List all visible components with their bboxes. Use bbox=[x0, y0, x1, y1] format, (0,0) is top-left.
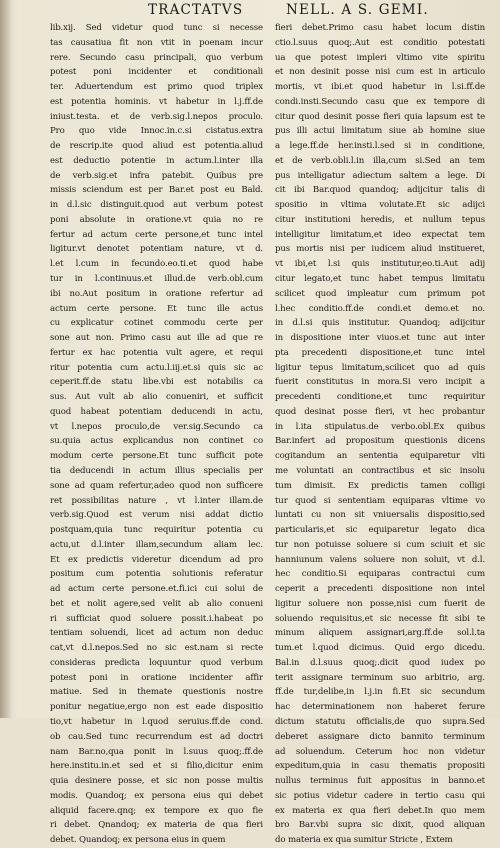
text-line: vt l.nepos proculo,de ver.sig.Secundo ca bbox=[50, 421, 263, 432]
text-line: matiue. Sed in themate questionis nostre bbox=[50, 687, 263, 698]
text-line: l.hec conditio.ff.de condi.et demo.et no. bbox=[275, 303, 485, 314]
text-line: missis sciendum est per Bar.et post eu Bald. bbox=[50, 185, 263, 196]
text-line: do materia ex qua sumitur Stricte , Extem bbox=[275, 835, 453, 846]
text-line: est potentia hominis. vt habetur in l.j.ff.de bbox=[50, 96, 263, 107]
text-line: hec conditio.Si equiparas contractui cum bbox=[275, 569, 485, 580]
text-line: est deductio potentie in actum.l.inter illa bbox=[50, 155, 263, 166]
text-line: et de verb.obli.l.in illa,cum si.Sed an tem bbox=[275, 155, 485, 166]
text-line: minum aliquem assignari,arg.ff.de sol.l.ta bbox=[275, 628, 485, 639]
text-line: ceperit a precedenti dispositione non intel bbox=[275, 584, 485, 595]
text-line: poni absolute in oratione.vt quia no re bbox=[50, 214, 263, 225]
text-line: modum certe persone.Et tunc sufficit pote bbox=[50, 451, 263, 462]
text-line: Bar.infert ad propositum questionis dicens bbox=[275, 436, 485, 447]
text-line: ritur potentia cum actu.l.iij.et.si quis sic ac bbox=[50, 362, 263, 373]
text-line: cogitandum an sententia equiparetur vlti bbox=[275, 451, 485, 462]
text-line: sone ad quam refertur,adeo quod non sufficere bbox=[50, 480, 263, 491]
text-line: ligitur tepus limitatum,scilicet quo ad quis bbox=[275, 362, 485, 373]
text-line: tio,vt habetur in l.quod seruius.ff.de cond. bbox=[50, 716, 263, 727]
text-line: modis. Quandoq; ex persona eius qui debet bbox=[50, 790, 263, 801]
text-line: quia desinere posse, et sic non posse multis bbox=[50, 776, 263, 787]
text-line: here.institu.in.et sed et si filio,dicitur enim bbox=[50, 761, 263, 772]
text-line: fertur ad actum certe persone,et tunc intel bbox=[50, 229, 263, 240]
text-line: pus illi actui limitatum siue ab homine siue bbox=[275, 126, 485, 137]
text-line: Bal.in d.l.suus quoq;.dicit quod iudex po bbox=[275, 657, 485, 668]
text-line: quod desinat posse fieri, vt hec probantur bbox=[275, 406, 485, 417]
text-column-right bbox=[275, 21, 485, 848]
text-line: precedenti conditione,et tunc requiritur bbox=[275, 392, 485, 403]
text-line: nam Bar.no,qua ponit in l.suus quoq;.ff.de bbox=[50, 746, 263, 757]
text-line: deberet assignare dicto bannito terminum bbox=[275, 731, 485, 742]
text-line: verb.sig.Quod est verum nisi addat dictio bbox=[50, 510, 263, 521]
text-line: ret possibilitas nature , vt l.inter illam.de bbox=[50, 495, 263, 506]
text-line: Pro quo vide Innoc.in.c.si cistatus.extra bbox=[50, 126, 263, 137]
text-line: ibi no.Aut positum in oratione refertur ad bbox=[50, 288, 263, 299]
text-line: bet et nolit agere,sed velit ab alio conueni bbox=[50, 598, 263, 609]
text-line: dictum statutu officialis,de quo supra.Sed bbox=[275, 716, 485, 727]
text-line: hac determinationem non haberet ferure bbox=[275, 702, 485, 713]
text-line: tur in l.continuus.et illud.de verb.obl.cum bbox=[50, 274, 263, 285]
text-line: positum cum potentia solutionis referatur bbox=[50, 569, 263, 580]
text-line: pus intelligatur adiectum saltem a lege. Di bbox=[275, 170, 485, 181]
text-line: a lege.ff.de her.insti.l.sed si in conditione, bbox=[275, 141, 485, 152]
page-gutter-shadow bbox=[0, 0, 12, 718]
text-line: ad actum certe persone.et.fi.ici cui solui de bbox=[50, 584, 263, 595]
text-line: nullus terminus fuit appositus in banno.et bbox=[275, 776, 485, 787]
text-line: me voluntati an contractibus et sic insolu bbox=[275, 465, 485, 476]
running-head bbox=[0, 2, 500, 18]
text-line: sone aut non. Primo casu aut ille ad que re bbox=[50, 333, 263, 344]
text-line: et non desinit posse nisi cum est in articulo bbox=[275, 67, 485, 78]
text-line: actum certe persone. Et tunc ille actus bbox=[50, 303, 263, 314]
text-line: soluendo requisitus,et sic necesse fit sibi te bbox=[275, 613, 485, 624]
text-line: postquam,quia tunc requiritur potentia cu bbox=[50, 525, 263, 536]
text-line: in dispositione inter viuos.et tunc aut inter bbox=[275, 333, 485, 344]
text-line: ligitur soluere non posse,nisi cum fuerit de bbox=[275, 598, 485, 609]
text-line: intelligitur limitatum,et ideo expectat tem bbox=[275, 229, 485, 240]
text-line: hanniunum valens soluere non soluit, vt d.l. bbox=[275, 554, 485, 565]
text-line: ex materia ex qua fieri debet.In quo mem bbox=[275, 805, 485, 816]
text-line: ceperit.ff.de statu libe.vbi est notabilis ca bbox=[50, 377, 263, 388]
text-line: fieri debet.Primo casu habet locum distin bbox=[275, 23, 485, 33]
text-line: sic potius videtur cadere in tertio casu qui bbox=[275, 790, 485, 801]
text-line: cit ibi Bar.quod quandoq; adijcitur talis di bbox=[275, 185, 485, 196]
text-line: condi.insti.Secundo casu que ex tempore di bbox=[275, 96, 485, 107]
text-line: ligitur.vt denotet potentiam nature, vt d. bbox=[50, 244, 263, 255]
text-line: mortis, vt ibi.et quod habetur in l.si.ff.de bbox=[275, 82, 485, 93]
text-line: ua que potest impleri vltimo vite spiritu bbox=[275, 52, 485, 63]
text-line: tia deducendi in actum illius specialis per bbox=[50, 465, 263, 476]
text-line: scilicet quod impleatur cum primum pot bbox=[275, 288, 485, 299]
text-line: iniust.testa. et de verb.sig.l.nepos proculo. bbox=[50, 111, 263, 122]
text-line: ter. Aduertendum est primo quod triplex bbox=[50, 82, 263, 93]
text-line: su.quia actus explicandus non continet co bbox=[50, 436, 263, 447]
text-line: de rescrip.ite quod aliud est potentia.aliud bbox=[50, 141, 263, 152]
text-line: ponitur negatiue,ergo non est eade dispositio bbox=[50, 702, 263, 713]
text-line: ctio.l.suus quoq;.Aut est conditio potestati bbox=[275, 37, 485, 48]
text-line: pta precedenti dispositione,et tunc intel bbox=[275, 347, 485, 358]
text-line: terit assignare terminum suo arbitrio, arg. bbox=[275, 672, 485, 683]
text-line: fertur ex hac potentia vult agere, et requi bbox=[50, 347, 263, 358]
text-line: cu explicatur cotinet commodu certe per bbox=[50, 318, 263, 329]
text-line: potest poni in oratione incidenter affir bbox=[50, 672, 263, 683]
text-line: actu,ut d.l.inter illam,secundum aliam lec. bbox=[50, 539, 263, 550]
text-line: aliquid facere.qnq; ex tempore ex quo fie bbox=[50, 805, 263, 816]
text-line: l.et l.cum in fecundo.eo.ti.et quod habe bbox=[50, 259, 263, 270]
text-line: pus mortis nisi per iudicem aliud institueret, bbox=[275, 244, 485, 255]
text-line: debet. Quandoq; ex persona eius in quem bbox=[50, 835, 226, 846]
text-line: particularis,et sic equiparetur legato dica bbox=[275, 525, 485, 536]
text-line: fuerit constitutus in mora.Si vero incipit a bbox=[275, 377, 485, 388]
text-line: quod habeat potentiam deducendi in actu, bbox=[50, 406, 263, 417]
text-column-left bbox=[50, 21, 263, 848]
text-line: lib.xij. Sed videtur quod tunc si necesse bbox=[50, 23, 263, 33]
text-line: citur institutioni heredis, et nullum tepus bbox=[275, 214, 485, 225]
text-line: citur legato,et tunc habet tempus limitatu bbox=[275, 274, 485, 285]
text-line: ad soluendum. Ceterum hoc non videtur bbox=[275, 746, 485, 757]
text-line: potest poni incidenter et conditionali bbox=[50, 67, 263, 78]
text-line: tum dimisit. Ex predictis tamen colligi bbox=[275, 480, 485, 491]
text-line: ri debet. Qnandoq; ex materia de qua fieri bbox=[50, 820, 263, 831]
text-line: bro Bar.vbi supra sic dixit, quod aliquan bbox=[275, 820, 485, 831]
text-line: rere. Secundo casu principali, quo verbum bbox=[50, 52, 263, 63]
text-line: ob cau.Sed tunc recurrendum est ad doctri bbox=[50, 731, 263, 742]
text-line: in l.ita stipulatus.de verbo.obl.Ex quibus bbox=[275, 421, 485, 432]
text-line: sus. Aut vult ab alio conueniri, et sufficit bbox=[50, 392, 263, 403]
text-line: tentiam soluendi, licet ad actum non deduc bbox=[50, 628, 263, 639]
text-line: tur non potuisse soluere si cum sciuit et sic bbox=[275, 539, 485, 550]
text-line: citur quod desinit posse fieri quia lapsum est te bbox=[275, 111, 485, 122]
text-line: ff.de tur,delibe,in l.j.in fi.Et sic secundum bbox=[275, 687, 485, 698]
text-line: spositio in vltima volutate.Et sic adijci bbox=[275, 200, 485, 211]
text-line: Et ex predictis videretur dicendum ad pro bbox=[50, 554, 263, 565]
text-line: vt ibi,et l.si quis institutur,eo.ti.Aut adij bbox=[275, 259, 485, 270]
text-line: tur quod si sententiam equiparas vltime vo bbox=[275, 495, 485, 506]
text-line: tas causatiua fit non vtit in poenam incur bbox=[50, 37, 263, 48]
text-line: expeditum,quia in casu thematis propositi bbox=[275, 761, 485, 772]
text-line: consideras predicta loquuntur quod verbum bbox=[50, 657, 263, 668]
text-line: cat,vt d.l.nepos.Sed no sic est.nam si recte bbox=[50, 643, 263, 654]
text-line: in d.l.sic distinguit.quod aut verbum potest bbox=[50, 200, 263, 211]
running-head-author: NELL. A S. GEMI. bbox=[286, 2, 429, 18]
text-line: tum.et l.quod dicimus. Quid ergo dicedu. bbox=[275, 643, 485, 654]
text-line: luntati cu non sit vniuersalis dispositio,sed bbox=[275, 510, 485, 521]
text-line: de verb.sig.et infra patebit. Quibus pre bbox=[50, 170, 263, 181]
text-line: ri sufficiat quod soluere possit.i.habeat po bbox=[50, 613, 263, 624]
running-head-title: TRACTATVS bbox=[148, 2, 244, 18]
text-line: in d.l.si quis institutur. Quandoq; adijcitur bbox=[275, 318, 485, 329]
